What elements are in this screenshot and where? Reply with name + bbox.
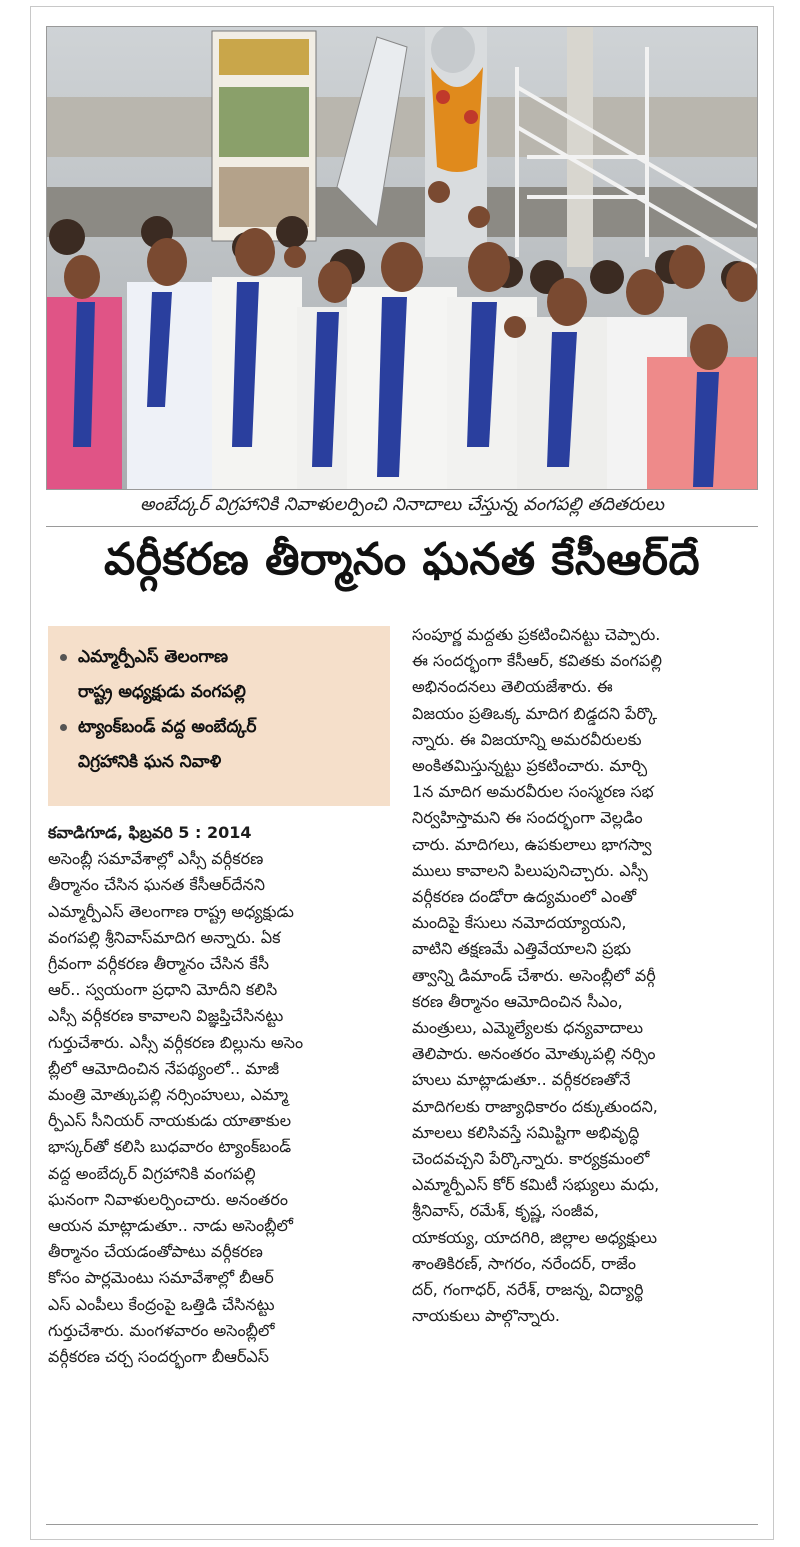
article-line: గ్రీవంగా వర్గీకరణ తీర్మానం చేసిన కేసీ [48,954,269,974]
article-line: గుర్తుచేశారు. మంగళవారం అసెంబ్లీలో [48,1320,275,1340]
article-line: ఎమ్మార్పీఎస్ కోర్ కమిటీ సభ్యులు మధు, [412,1175,660,1195]
divider-top [46,526,758,527]
article-line: సంపూర్ణ మద్దతు ప్రకటించినట్టు చెప్పారు. [412,625,661,644]
article-line: హులు మాట్లాడుతూ.. వర్గీకరణతోనే [412,1070,631,1090]
article-line: కరణ తీర్మానం ఆమోదించిన సీఎం, [412,991,623,1011]
article-line: మాదిగలకు రాజ్యాధికారం దక్కుతుందని, [412,1096,658,1116]
article-line: శ్రీనివాస్, రమేశ్, కృష్ణ, సంజీవ, [412,1201,599,1221]
highlight-item [60,640,380,675]
highlight-item [60,675,380,710]
article-column-right [412,622,756,1329]
article-line: ఎస్సీ వర్గీకరణ కావాలని విజ్ఞప్తిచేసినట్టు [48,1006,284,1026]
highlight-text: విగ్రహానికి ఘన నివాళి [78,752,222,772]
bullet-icon [60,724,67,731]
highlight-text: రాష్ట్ర అధ్యక్షుడు వంగపల్లి [78,682,246,702]
article-line: త్వాన్ని డిమాండ్ చేశారు. అసెంబ్లీలో వర్గీ [412,965,656,985]
article-column-left [48,820,390,1370]
article-line: ఎమ్మార్పీఎస్ తెలంగాణ రాష్ట్ర అధ్యక్షుడు [48,901,294,921]
article-line: వద్ద అంబేద్కర్ విగ్రహానికి వంగపల్లి [48,1163,256,1183]
highlight-text: ఎమ్మార్పీఎస్ తెలంగాణ [78,647,229,667]
article-line: తెలిపారు. అనంతరం మోత్కుపల్లి నర్సిం [412,1044,656,1064]
article-line: బ్లీలో ఆమోదించిన నేపథ్యంలో.. మాజీ [48,1058,280,1078]
article-line: మాలలు కలిసివస్తే సమిష్టిగా అభివృద్ధి [412,1122,640,1142]
article-line: చారు. మాదిగలు, ఉపకులాలు భాగస్వా [412,834,652,854]
article-line: వర్గీకరణ చర్చ సందర్భంగా బీఆర్ఎస్ [48,1347,270,1367]
article-line: తీర్మానం చేసిన ఘనత కేసీఆర్‌దేనని [48,875,266,895]
highlight-item [60,710,380,745]
article-line: ఆర్.. స్వయంగా ప్రధాని మోదీని కలిసి [48,980,278,1000]
article-line: గుర్తుచేశారు. ఎస్సీ వర్గీకరణ బిల్లును అసెం [48,1032,304,1052]
article-line: అసెంబ్లీ సమావేశాల్లో ఎస్సీ వర్గీకరణ [48,849,264,869]
photo-caption: అంబేద్కర్ విగ్రహానికి నివాళులర్పించి నినాదాలు చేస్తున్న వంగపల్లి తదితరులు [140,494,664,515]
dateline: కవాడిగూడ, ఫిబ్రవరి 5 : 2014 [48,823,252,842]
highlights-box [48,626,390,806]
article-line: భాస్కర్‌తో కలిసి బుధవారం ట్యాంక్‌బండ్ [48,1137,292,1157]
article-line: యాకయ్య, యాదగిరి, జిల్లాల అధ్యక్షులు [412,1227,658,1247]
article-line: అంకితమిస్తున్నట్టు ప్రకటించారు. మార్చి [412,756,648,776]
article-line: వర్గీకరణ దండోరా ఉద్యమంలో ఎంతో [412,887,637,907]
article-line: 1న మాదిగ అమరవీరుల సంస్మరణ సభ [412,782,654,802]
article-line: శాంతికిరణ్, సాగరం, నరేందర్, రాజేం [412,1253,636,1273]
highlight-text: ట్యాంక్‌బండ్ వద్ద అంబేద్కర్ [78,717,257,737]
divider-bottom [46,1524,758,1525]
article-line: వాటిని తక్షణమే ఎత్తివేయాలని ప్రభు [412,939,632,959]
article-line: మందిపై కేసులు నమోదయ్యాయని, [412,913,627,933]
article-line: తీర్మానం చేయడంతోపాటు వర్గీకరణ [48,1242,263,1262]
bullet-icon [60,654,67,661]
article-line: ఎస్ ఎంపీలు కేంద్రంపై ఒత్తిడి చేసినట్టు [48,1294,275,1314]
article-line: నిర్వహిస్తామని ఈ సందర్భంగా వెల్లడిం [412,808,643,828]
article-line: చెందవచ్చని పేర్కొన్నారు. కార్యక్రమంలో [412,1149,650,1169]
article-line: ఘనంగా నివాళులర్పించారు. అనంతరం [48,1189,288,1209]
article-line: మంత్రి మోత్కుపల్లి నర్సింహులు, ఎమ్మా [48,1085,289,1105]
article-line: నాయకులు పాల్గొన్నారు. [412,1306,560,1326]
news-photo [46,26,758,490]
article-line: ఆయన మాట్లాడుతూ.. నాడు అసెంబ్లీలో [48,1216,294,1236]
article-line: అభినందనలు తెలియజేశారు. ఈ [412,677,613,697]
article-line: వంగపల్లి శ్రీనివాస్‌మాదిగ అన్నారు. ఏక [48,927,281,947]
article-line: ర్పీఎస్ సీనియర్ నాయకుడు యాతాకుల [48,1111,292,1131]
article-line: మంత్రులు, ఎమ్మెల్యేలకు ధన్యవాదాలు [412,1018,644,1038]
article-line: దర్, గంగాధర్, నరేశ్, రాజన్న, విద్యార్థి [412,1280,644,1300]
article-line: ములు కావాలని పిలుపునిచ్చారు. ఎస్సీ [412,860,648,880]
highlight-item [60,745,380,780]
article-line: న్నారు. ఈ విజయాన్ని అమరవీరులకు [412,729,642,749]
article-line: విజయం ప్రతిఒక్క మాదిగ బిడ్డదని పేర్కొ [412,703,658,723]
article-line: కోసం పార్లమెంటు సమావేశాల్లో బీఆర్ [48,1268,274,1288]
article-line: ఈ సందర్భంగా కేసీఆర్, కవితకు వంగపల్లి [412,651,662,671]
headline: వర్గీకరణ తీర్మానం ఘనత కేసీఆర్‌దే [103,534,701,585]
